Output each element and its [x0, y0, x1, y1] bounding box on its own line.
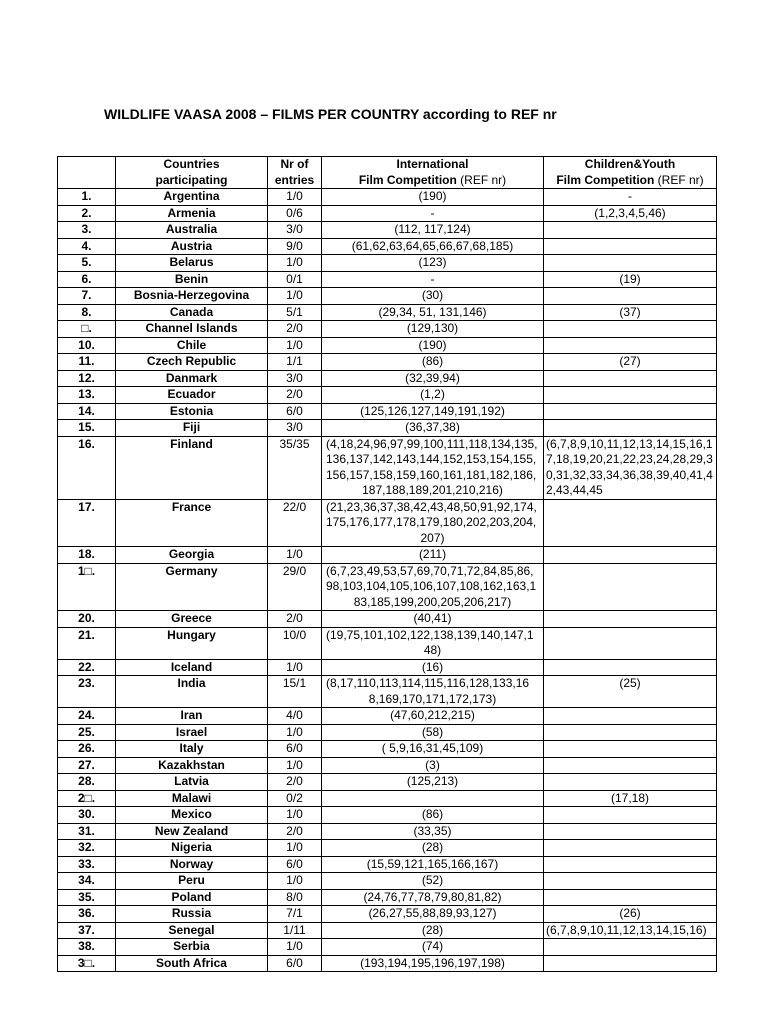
entry-count: 2/0 [268, 774, 322, 791]
header-children-youth [544, 157, 717, 189]
entry-count: 22/0 [268, 499, 322, 547]
row-number: 3. [58, 222, 116, 239]
children-youth-refs [544, 222, 717, 239]
children-youth-refs: (37) [544, 304, 717, 321]
header-international-line2: Film Competition [358, 172, 457, 187]
table-row [58, 955, 717, 972]
header-children-ref: (REF nr) [654, 172, 704, 187]
international-refs: (190) [322, 337, 544, 354]
children-youth-refs [544, 238, 717, 255]
international-refs: (30) [322, 288, 544, 305]
table-row [58, 387, 717, 404]
row-number: 35. [58, 889, 116, 906]
children-youth-refs: (26) [544, 906, 717, 923]
row-number: 22. [58, 659, 116, 676]
header-international-ref: (REF nr) [456, 172, 507, 187]
children-youth-refs [544, 321, 717, 338]
entry-count: 6/0 [268, 403, 322, 420]
international-refs: (21,23,36,37,38,42,43,48,50,91,92,174,175,176,177,178,179,180,202,203,204, 207) [322, 499, 544, 547]
row-number: 1. [58, 189, 116, 206]
country-name: Ecuador [116, 387, 268, 404]
entry-count: 1/0 [268, 724, 322, 741]
table-row [58, 222, 717, 239]
children-youth-refs [544, 288, 717, 305]
row-number: 2. [58, 205, 116, 222]
entry-count: 0/6 [268, 205, 322, 222]
entry-count: 1/0 [268, 840, 322, 857]
country-name: Benin [116, 271, 268, 288]
entry-count: 3/0 [268, 222, 322, 239]
table-row [58, 708, 717, 725]
children-youth-refs [544, 823, 717, 840]
table-row [58, 271, 717, 288]
row-number: 17. [58, 499, 116, 547]
country-name: Latvia [116, 774, 268, 791]
country-name: New Zealand [116, 823, 268, 840]
international-refs: (29,34, 51, 131,146) [322, 304, 544, 321]
table-row [58, 189, 717, 206]
children-youth-refs [544, 889, 717, 906]
films-per-country-table [57, 156, 717, 972]
country-name: Nigeria [116, 840, 268, 857]
entry-count: 6/0 [268, 741, 322, 758]
international-refs: (86) [322, 354, 544, 371]
header-countries-line1: Countries [163, 157, 220, 171]
children-youth-refs [544, 387, 717, 404]
entry-count: 0/2 [268, 790, 322, 807]
row-number: 16. [58, 436, 116, 499]
international-refs: (74) [322, 939, 544, 956]
entry-count: 1/0 [268, 337, 322, 354]
international-refs: (28) [322, 840, 544, 857]
international-refs: (32,39,94) [322, 370, 544, 387]
international-refs: (33,35) [322, 823, 544, 840]
country-name: Austria [116, 238, 268, 255]
international-refs: (19,75,101,102,122,138,139,140,147,148) [322, 627, 544, 659]
entry-count: 2/0 [268, 611, 322, 628]
country-name: France [116, 499, 268, 547]
table-row [58, 611, 717, 628]
table-row [58, 403, 717, 420]
row-number: 8. [58, 304, 116, 321]
children-youth-refs [544, 403, 717, 420]
entry-count: 1/0 [268, 547, 322, 564]
entry-count: 8/0 [268, 889, 322, 906]
children-youth-refs [544, 774, 717, 791]
international-refs: (4,18,24,96,97,99,100,111,118,134,135,136,137,142,143,144,152,153,154,155,156,157,158,159,160,161,181,182,186,187,188,189,201,210,216) [322, 436, 544, 499]
country-name: Czech Republic [116, 354, 268, 371]
table-header-row [58, 157, 717, 189]
country-name: South Africa [116, 955, 268, 972]
row-number: 2□. [58, 790, 116, 807]
table-row [58, 790, 717, 807]
country-name: Armenia [116, 205, 268, 222]
international-refs: (16) [322, 659, 544, 676]
international-refs: (125,213) [322, 774, 544, 791]
document-title: WILDLIFE VAASA 2008 – FILMS PER COUNTRY according to REF nr [104, 106, 557, 122]
country-name: Estonia [116, 403, 268, 420]
row-number: 6. [58, 271, 116, 288]
international-refs: - [322, 271, 544, 288]
row-number: 30. [58, 807, 116, 824]
country-name: Belarus [116, 255, 268, 272]
table-row [58, 288, 717, 305]
row-number: 27. [58, 757, 116, 774]
row-number: 24. [58, 708, 116, 725]
table-row [58, 304, 717, 321]
header-international-line1: International [396, 157, 469, 171]
international-refs: ( 5,9,16,31,45,109) [322, 741, 544, 758]
header-number [58, 157, 116, 189]
international-refs: (24,76,77,78,79,80,81,82) [322, 889, 544, 906]
country-name: Poland [116, 889, 268, 906]
entry-count: 5/1 [268, 304, 322, 321]
country-name: Australia [116, 222, 268, 239]
table-row [58, 840, 717, 857]
table-row [58, 627, 717, 659]
table-body [58, 189, 717, 972]
country-name: India [116, 676, 268, 708]
header-entries-line2: entries [274, 172, 315, 187]
row-number: 37. [58, 922, 116, 939]
international-refs: (193,194,195,196,197,198) [322, 955, 544, 972]
table-row [58, 757, 717, 774]
international-refs: (36,37,38) [322, 420, 544, 437]
row-number: 14. [58, 403, 116, 420]
entry-count: 1/0 [268, 255, 322, 272]
entry-count: 1/0 [268, 288, 322, 305]
country-name: Fiji [116, 420, 268, 437]
international-refs: (112, 117,124) [322, 222, 544, 239]
entry-count: 1/0 [268, 659, 322, 676]
international-refs: (1,2) [322, 387, 544, 404]
children-youth-refs [544, 724, 717, 741]
entry-count: 4/0 [268, 708, 322, 725]
entry-count: 15/1 [268, 676, 322, 708]
children-youth-refs [544, 659, 717, 676]
entry-count: 29/0 [268, 563, 322, 611]
entry-count: 6/0 [268, 955, 322, 972]
entry-count: 1/0 [268, 807, 322, 824]
children-youth-refs: (1,2,3,4,5,46) [544, 205, 717, 222]
row-number: □. [58, 321, 116, 338]
country-name: Malawi [116, 790, 268, 807]
row-number: 15. [58, 420, 116, 437]
country-name: Italy [116, 741, 268, 758]
children-youth-refs [544, 627, 717, 659]
international-refs: (15,59,121,165,166,167) [322, 856, 544, 873]
children-youth-refs [544, 547, 717, 564]
international-refs: - [322, 205, 544, 222]
country-name: Chile [116, 337, 268, 354]
row-number: 18. [58, 547, 116, 564]
table-row [58, 436, 717, 499]
international-refs: (58) [322, 724, 544, 741]
children-youth-refs [544, 611, 717, 628]
row-number: 38. [58, 939, 116, 956]
international-refs: (129,130) [322, 321, 544, 338]
table-row [58, 856, 717, 873]
row-number: 5. [58, 255, 116, 272]
table-row [58, 807, 717, 824]
children-youth-refs: - [544, 189, 717, 206]
table-row [58, 724, 717, 741]
table-row [58, 823, 717, 840]
children-youth-refs [544, 873, 717, 890]
entry-count: 6/0 [268, 856, 322, 873]
entry-count: 1/0 [268, 189, 322, 206]
entry-count: 2/0 [268, 823, 322, 840]
children-youth-refs: (25) [544, 676, 717, 708]
table-row [58, 420, 717, 437]
children-youth-refs [544, 939, 717, 956]
international-refs: (40,41) [322, 611, 544, 628]
row-number: 23. [58, 676, 116, 708]
table-row [58, 205, 717, 222]
entry-count: 2/0 [268, 321, 322, 338]
row-number: 13. [58, 387, 116, 404]
international-refs: (125,126,127,149,191,192) [322, 403, 544, 420]
table-row [58, 659, 717, 676]
children-youth-refs [544, 757, 717, 774]
country-name: Israel [116, 724, 268, 741]
table-row [58, 906, 717, 923]
international-refs: (190) [322, 189, 544, 206]
country-name: Greece [116, 611, 268, 628]
international-refs: (86) [322, 807, 544, 824]
children-youth-refs: (19) [544, 271, 717, 288]
entry-count: 0/1 [268, 271, 322, 288]
row-number: 21. [58, 627, 116, 659]
country-name: Iceland [116, 659, 268, 676]
entry-count: 1/0 [268, 873, 322, 890]
country-name: Georgia [116, 547, 268, 564]
children-youth-refs [544, 955, 717, 972]
table-row [58, 741, 717, 758]
row-number: 33. [58, 856, 116, 873]
header-countries-line2: participating [155, 172, 228, 187]
row-number: 36. [58, 906, 116, 923]
table-row [58, 354, 717, 371]
row-number: 7. [58, 288, 116, 305]
country-name: Germany [116, 563, 268, 611]
header-entries [268, 157, 322, 189]
row-number: 12. [58, 370, 116, 387]
international-refs: (6,7,23,49,53,57,69,70,71,72,84,85,86,98,103,104,105,106,107,108,162,163,183,185,199,200,205,206,217) [322, 563, 544, 611]
country-name: Danmark [116, 370, 268, 387]
international-refs: (61,62,63,64,65,66,67,68,185) [322, 238, 544, 255]
country-name: Finland [116, 436, 268, 499]
row-number: 31. [58, 823, 116, 840]
table-row [58, 922, 717, 939]
country-name: Kazakhstan [116, 757, 268, 774]
children-youth-refs [544, 840, 717, 857]
row-number: 28. [58, 774, 116, 791]
international-refs: (123) [322, 255, 544, 272]
international-refs: (211) [322, 547, 544, 564]
table-row [58, 547, 717, 564]
entry-count: 9/0 [268, 238, 322, 255]
children-youth-refs [544, 420, 717, 437]
entry-count: 1/0 [268, 939, 322, 956]
children-youth-refs: (17,18) [544, 790, 717, 807]
table-row [58, 774, 717, 791]
header-children-line2: Film Competition [556, 172, 655, 187]
children-youth-refs: (27) [544, 354, 717, 371]
entry-count: 1/11 [268, 922, 322, 939]
table-row [58, 939, 717, 956]
children-youth-refs [544, 563, 717, 611]
children-youth-refs [544, 255, 717, 272]
international-refs: (28) [322, 922, 544, 939]
children-youth-refs [544, 741, 717, 758]
country-name: Argentina [116, 189, 268, 206]
table-row [58, 563, 717, 611]
row-number: 11. [58, 354, 116, 371]
row-number: 1□. [58, 563, 116, 611]
country-name: Senegal [116, 922, 268, 939]
children-youth-refs [544, 856, 717, 873]
international-refs: (8,17,110,113,114,115,116,128,133,168,169,170,171,172,173) [322, 676, 544, 708]
country-name: Serbia [116, 939, 268, 956]
country-name: Peru [116, 873, 268, 890]
country-name: Iran [116, 708, 268, 725]
row-number: 4. [58, 238, 116, 255]
row-number: 10. [58, 337, 116, 354]
row-number: 34. [58, 873, 116, 890]
row-number: 20. [58, 611, 116, 628]
international-refs: (47,60,212,215) [322, 708, 544, 725]
country-name: Russia [116, 906, 268, 923]
international-refs: (3) [322, 757, 544, 774]
children-youth-refs: (6,7,8,9,10,11,12,13,14,15,16) [544, 922, 717, 939]
children-youth-refs [544, 708, 717, 725]
children-youth-refs [544, 499, 717, 547]
country-name: Mexico [116, 807, 268, 824]
row-number: 26. [58, 741, 116, 758]
country-name: Bosnia-Herzegovina [116, 288, 268, 305]
table-row [58, 676, 717, 708]
entry-count: 1/0 [268, 757, 322, 774]
entry-count: 10/0 [268, 627, 322, 659]
header-entries-line1: Nr of [280, 157, 309, 171]
row-number: 3□. [58, 955, 116, 972]
children-youth-refs [544, 337, 717, 354]
header-children-line1: Children&Youth [584, 157, 676, 171]
children-youth-refs: (6,7,8,9,10,11,12,13,14,15,16,17,18,19,20,21,22,23,24,28,29,30,31,32,33,34,36,38,39,40,41,42,43,44,45 [544, 436, 717, 499]
entry-count: 2/0 [268, 387, 322, 404]
row-number: 32. [58, 840, 116, 857]
country-name: Norway [116, 856, 268, 873]
table-row [58, 255, 717, 272]
international-refs: (26,27,55,88,89,93,127) [322, 906, 544, 923]
table-row [58, 873, 717, 890]
table-row [58, 321, 717, 338]
country-name: Channel Islands [116, 321, 268, 338]
table-row [58, 499, 717, 547]
entry-count: 1/1 [268, 354, 322, 371]
country-name: Hungary [116, 627, 268, 659]
international-refs [322, 790, 544, 807]
international-refs: (52) [322, 873, 544, 890]
children-youth-refs [544, 370, 717, 387]
row-number: 25. [58, 724, 116, 741]
country-name: Canada [116, 304, 268, 321]
entry-count: 35/35 [268, 436, 322, 499]
table-row [58, 370, 717, 387]
table-row [58, 238, 717, 255]
header-countries [116, 157, 268, 189]
header-international [322, 157, 544, 189]
table-row [58, 337, 717, 354]
children-youth-refs [544, 807, 717, 824]
entry-count: 3/0 [268, 370, 322, 387]
table-row [58, 889, 717, 906]
entry-count: 7/1 [268, 906, 322, 923]
entry-count: 3/0 [268, 420, 322, 437]
